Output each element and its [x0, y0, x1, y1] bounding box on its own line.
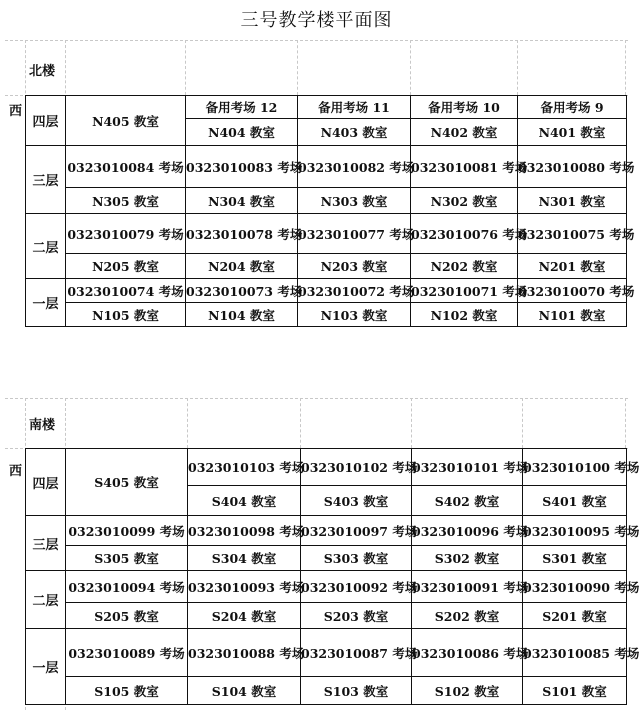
classroom-cell: N204 教室	[186, 254, 298, 279]
exam-room-cell: 备用考场 9	[518, 96, 627, 119]
classroom-cell: S202 教室	[412, 603, 523, 629]
classroom-cell: N102 教室	[411, 303, 518, 327]
exam-room-cell: 0323010093 考场	[188, 571, 301, 603]
exam-room-cell: 0323010078 考场	[186, 214, 298, 254]
exam-room-cell: 0323010089 考场	[66, 629, 188, 677]
exam-room-cell: 0323010088 考场	[188, 629, 301, 677]
classroom-cell: S404 教室	[188, 486, 301, 516]
classroom-cell: S105 教室	[66, 677, 188, 705]
page-title: 三号教学楼平面图	[240, 10, 393, 31]
exam-room-cell: 0323010103 考场	[188, 449, 301, 486]
north-floor-table	[25, 95, 635, 327]
exam-room-cell: 备用考场 11	[298, 96, 411, 119]
classroom-cell: S301 教室	[523, 546, 627, 571]
west-label-south: 西	[9, 464, 23, 479]
exam-room-cell: 0323010074 考场	[66, 279, 186, 303]
classroom-cell: N301 教室	[518, 188, 627, 214]
classroom-cell: S104 教室	[188, 677, 301, 705]
classroom-cell: N201 教室	[518, 254, 627, 279]
classroom-cell: N305 教室	[66, 188, 186, 214]
exam-room-cell: 备用考场 12	[186, 96, 298, 119]
exam-room-cell: 0323010083 考场	[186, 146, 298, 188]
classroom-cell: N303 教室	[298, 188, 411, 214]
exam-room-cell: 0323010097 考场	[301, 516, 412, 546]
north-building-label: 北楼	[29, 64, 56, 79]
classroom-cell: S205 教室	[66, 603, 188, 629]
exam-room-cell: 0323010095 考场	[523, 516, 627, 546]
classroom-cell: N404 教室	[186, 119, 298, 146]
classroom-cell: S304 教室	[188, 546, 301, 571]
exam-room-cell: 0323010100 考场	[523, 449, 627, 486]
classroom-cell: S204 教室	[188, 603, 301, 629]
exam-room-cell: 0323010076 考场	[411, 214, 518, 254]
exam-room-cell: 0323010082 考场	[298, 146, 411, 188]
exam-room-cell: 0323010090 考场	[523, 571, 627, 603]
exam-room-cell: 0323010085 考场	[523, 629, 627, 677]
exam-room-cell: 0323010077 考场	[298, 214, 411, 254]
floor-label: 一层	[26, 279, 66, 327]
south-building-label: 南楼	[29, 418, 56, 433]
classroom-cell: S401 教室	[523, 486, 627, 516]
exam-room-cell: 0323010094 考场	[66, 571, 188, 603]
exam-room-cell: 0323010084 考场	[66, 146, 186, 188]
classroom-cell: N203 教室	[298, 254, 411, 279]
floor-label: 三层	[26, 516, 66, 571]
classroom-cell: S101 教室	[523, 677, 627, 705]
classroom-cell: S103 教室	[301, 677, 412, 705]
floor-label: 一层	[26, 629, 66, 705]
classroom-cell: N402 教室	[411, 119, 518, 146]
classroom-cell: N104 教室	[186, 303, 298, 327]
exam-room-cell: 备用考场 10	[411, 96, 518, 119]
exam-room-cell: 0323010091 考场	[412, 571, 523, 603]
floor-label: 二层	[26, 571, 66, 629]
exam-room-cell: 0323010086 考场	[412, 629, 523, 677]
classroom-cell: N304 教室	[186, 188, 298, 214]
exam-room-cell: 0323010087 考场	[301, 629, 412, 677]
exam-room-cell: 0323010071 考场	[411, 279, 518, 303]
classroom-cell: N103 教室	[298, 303, 411, 327]
exam-room-cell: 0323010102 考场	[301, 449, 412, 486]
classroom-cell: S305 教室	[66, 546, 188, 571]
classroom-cell: N105 教室	[66, 303, 186, 327]
classroom-cell: N403 教室	[298, 119, 411, 146]
exam-room-cell: 0323010081 考场	[411, 146, 518, 188]
exam-room-cell: 0323010096 考场	[412, 516, 523, 546]
classroom-cell: S403 教室	[301, 486, 412, 516]
room-cell: N405 教室	[66, 96, 186, 146]
south-floor-table	[25, 448, 639, 705]
exam-room-cell: 0323010070 考场	[518, 279, 627, 303]
classroom-cell: S203 教室	[301, 603, 412, 629]
exam-room-cell: 0323010101 考场	[412, 449, 523, 486]
classroom-cell: S102 教室	[412, 677, 523, 705]
exam-room-cell: 0323010075 考场	[518, 214, 627, 254]
classroom-cell: N205 教室	[66, 254, 186, 279]
classroom-cell: S303 教室	[301, 546, 412, 571]
exam-room-cell: 0323010080 考场	[518, 146, 627, 188]
exam-room-cell: 0323010098 考场	[188, 516, 301, 546]
classroom-cell: N202 教室	[411, 254, 518, 279]
room-cell: S405 教室	[66, 449, 188, 516]
classroom-cell: N401 教室	[518, 119, 627, 146]
classroom-cell: S402 教室	[412, 486, 523, 516]
exam-room-cell: 0323010072 考场	[298, 279, 411, 303]
west-label-north: 西	[9, 104, 23, 119]
floor-label: 四层	[26, 96, 66, 146]
exam-room-cell: 0323010073 考场	[186, 279, 298, 303]
floor-label: 四层	[26, 449, 66, 516]
classroom-cell: S302 教室	[412, 546, 523, 571]
classroom-cell: N302 教室	[411, 188, 518, 214]
exam-room-cell: 0323010092 考场	[301, 571, 412, 603]
floor-label: 三层	[26, 146, 66, 214]
exam-room-cell: 0323010079 考场	[66, 214, 186, 254]
exam-room-cell: 0323010099 考场	[66, 516, 188, 546]
classroom-cell: N101 教室	[518, 303, 627, 327]
floor-label: 二层	[26, 214, 66, 279]
classroom-cell: S201 教室	[523, 603, 627, 629]
